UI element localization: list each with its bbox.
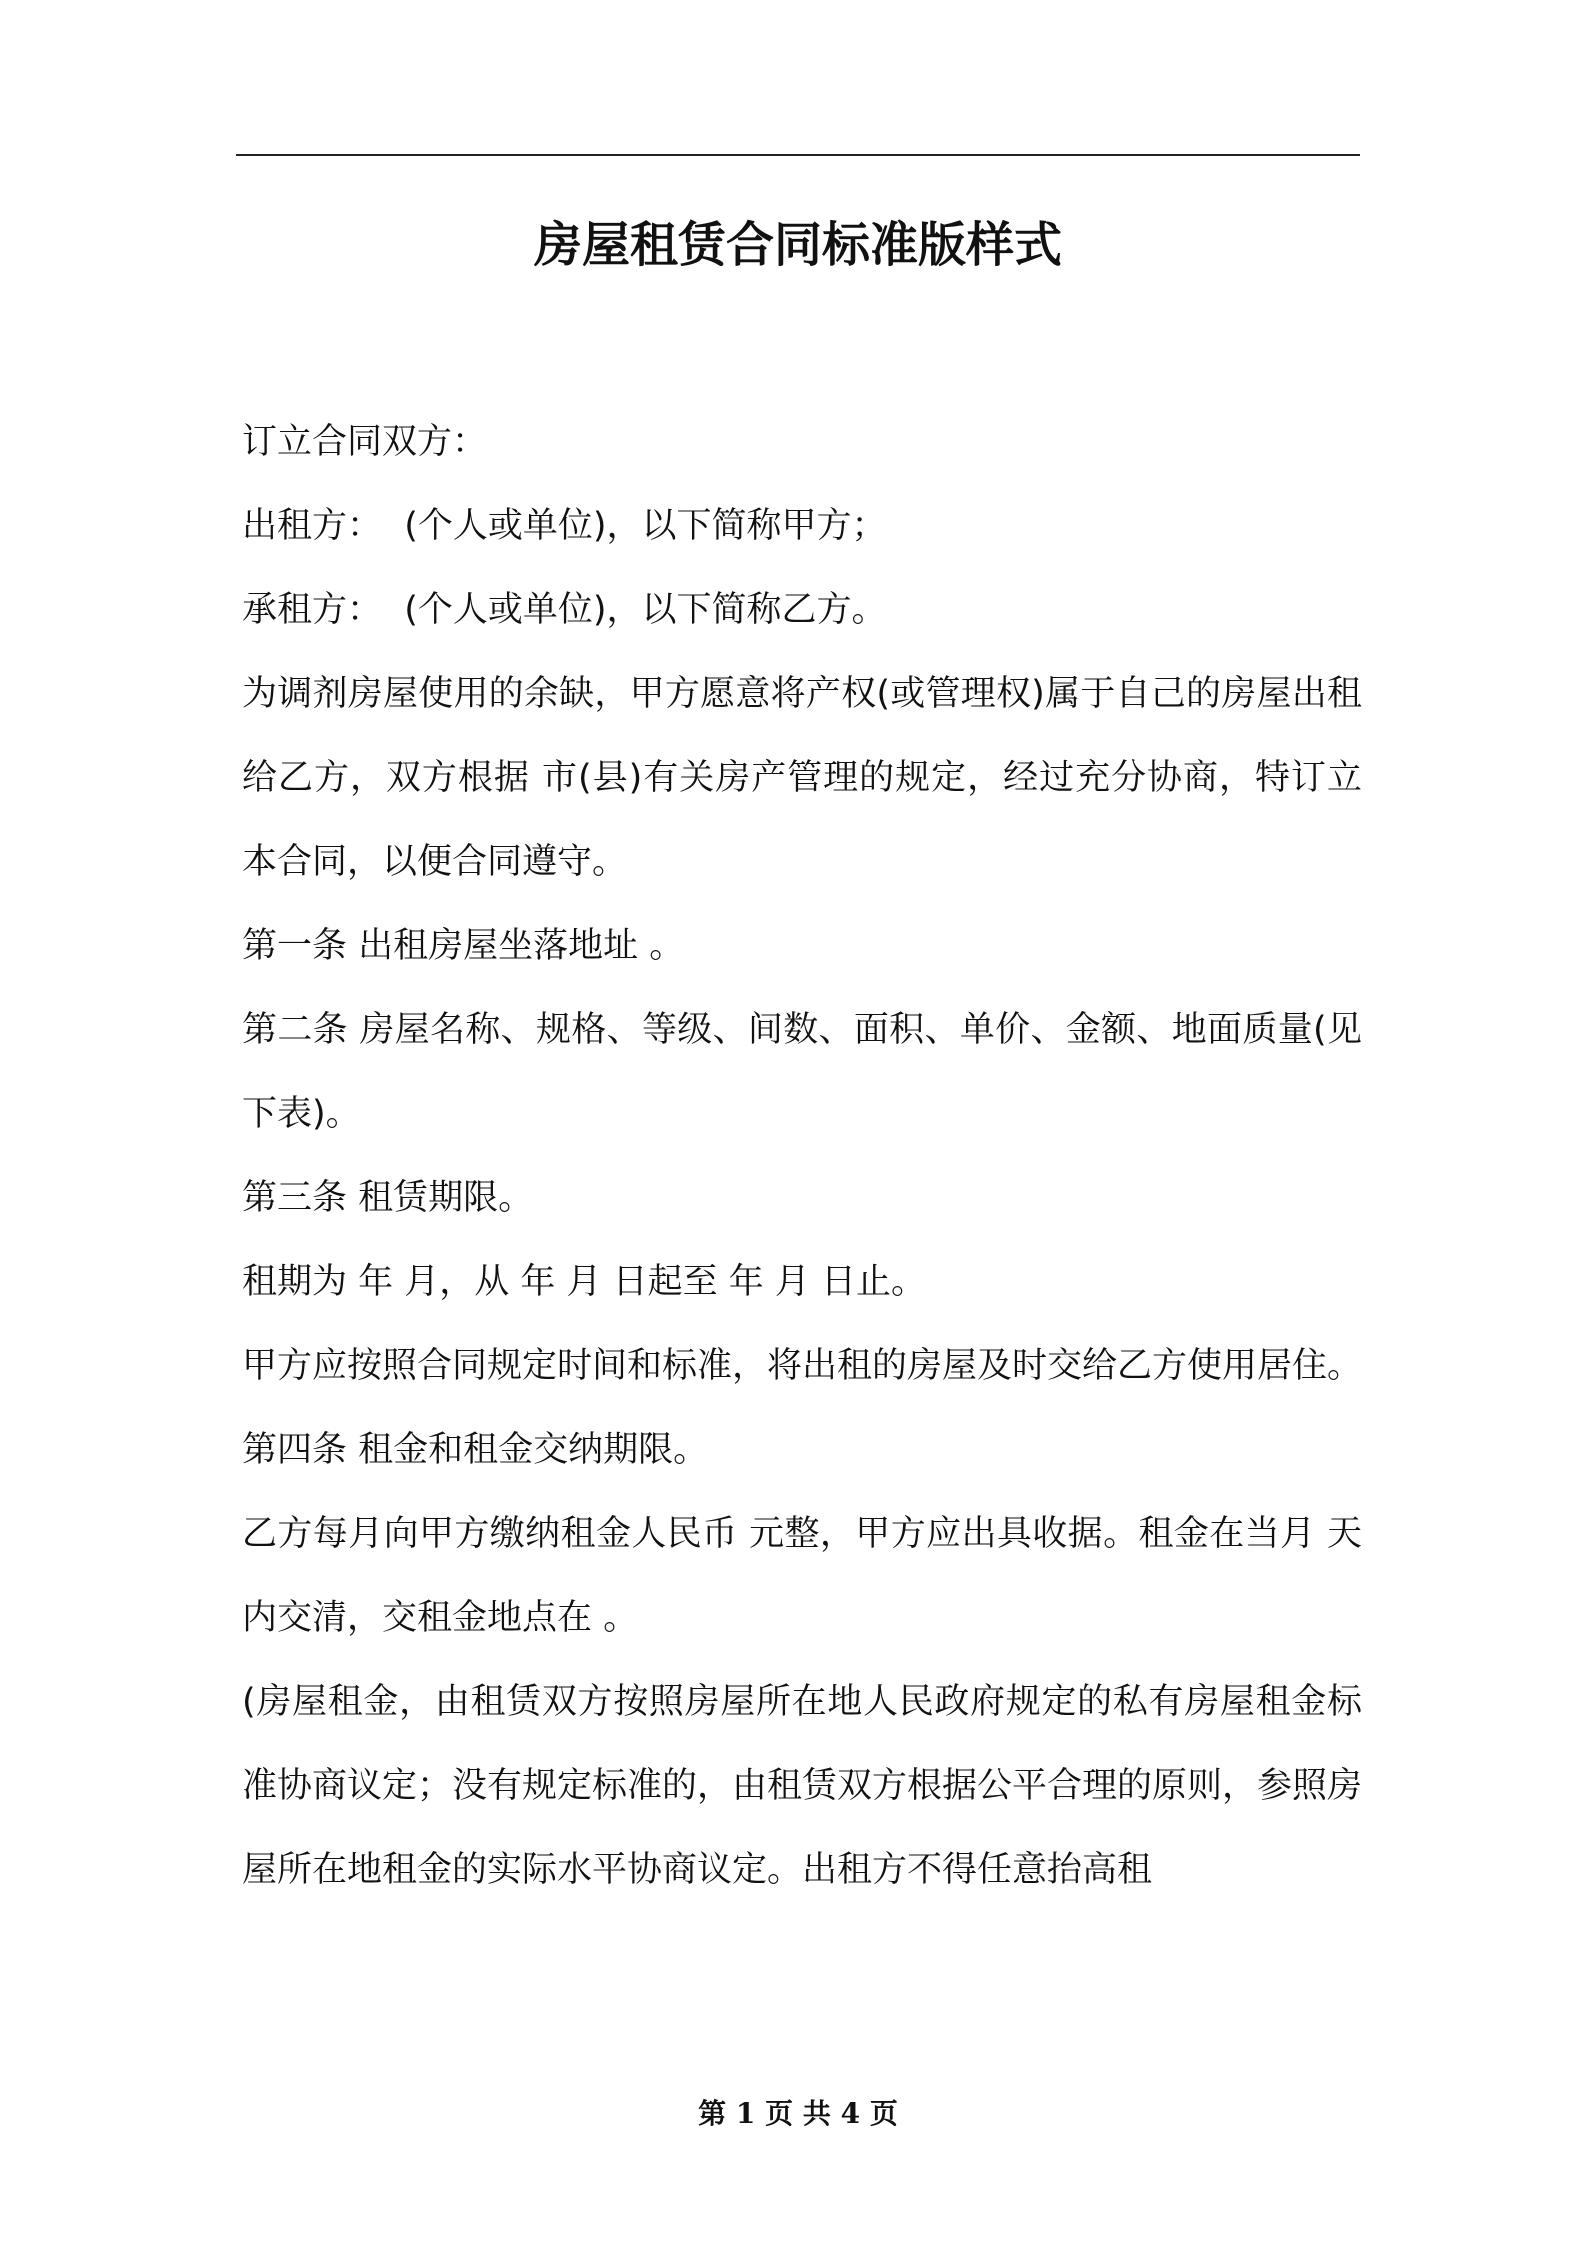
paragraph-article-2: 第二条 房屋名称、规格、等级、间数、面积、单价、金额、地面质量(见下表)。: [242, 1010, 1362, 1134]
paragraph-rent-payment: 乙方每月向甲方缴纳租金人民币 元整，甲方应出具收据。租金在当月 天内交清，交租金地点在 。: [242, 1514, 1362, 1638]
paragraph-lessor: 出租方： (个人或单位)，以下简称甲方；: [242, 506, 887, 546]
header-rule: [236, 154, 1360, 156]
paragraph-delivery: 甲方应按照合同规定时间和标准，将出租的房屋及时交给乙方使用居住。: [242, 1346, 1363, 1386]
document-body: [242, 400, 1362, 1912]
paragraph-parties-intro: 订立合同双方：: [242, 422, 488, 462]
page-number-footer: 第 1 页 共 4 页: [698, 2097, 898, 2130]
paragraph-rent-standard: (房屋租金，由租赁双方按照房屋所在地人民政府规定的私有房屋租金标准协商议定；没有规定标准的，由租赁双方根据公平合理的原则，参照房屋所在地租金的实际水平协商议定。出租方不得任意抬高租: [242, 1682, 1363, 1890]
paragraph-article-3: 第三条 租赁期限。: [242, 1178, 534, 1218]
paragraph-article-1: 第一条 出租房屋坐落地址 。: [242, 926, 685, 966]
paragraph-article-4: 第四条 租金和租金交纳期限。: [242, 1430, 709, 1470]
paragraph-lessee: 承租方： (个人或单位)，以下简称乙方。: [242, 590, 887, 630]
paragraph-preamble: 为调剂房屋使用的余缺，甲方愿意将产权(或管理权)属于自己的房屋出租给乙方，双方根据 市(县)有关房产管理的规定，经过充分协商，特订立本合同，以便合同遵守。: [242, 674, 1362, 882]
paragraph-lease-term: 租期为 年 月，从 年 月 日起至 年 月 日止。: [242, 1262, 927, 1302]
document-title: 房屋租赁合同标准版样式: [533, 217, 1062, 273]
